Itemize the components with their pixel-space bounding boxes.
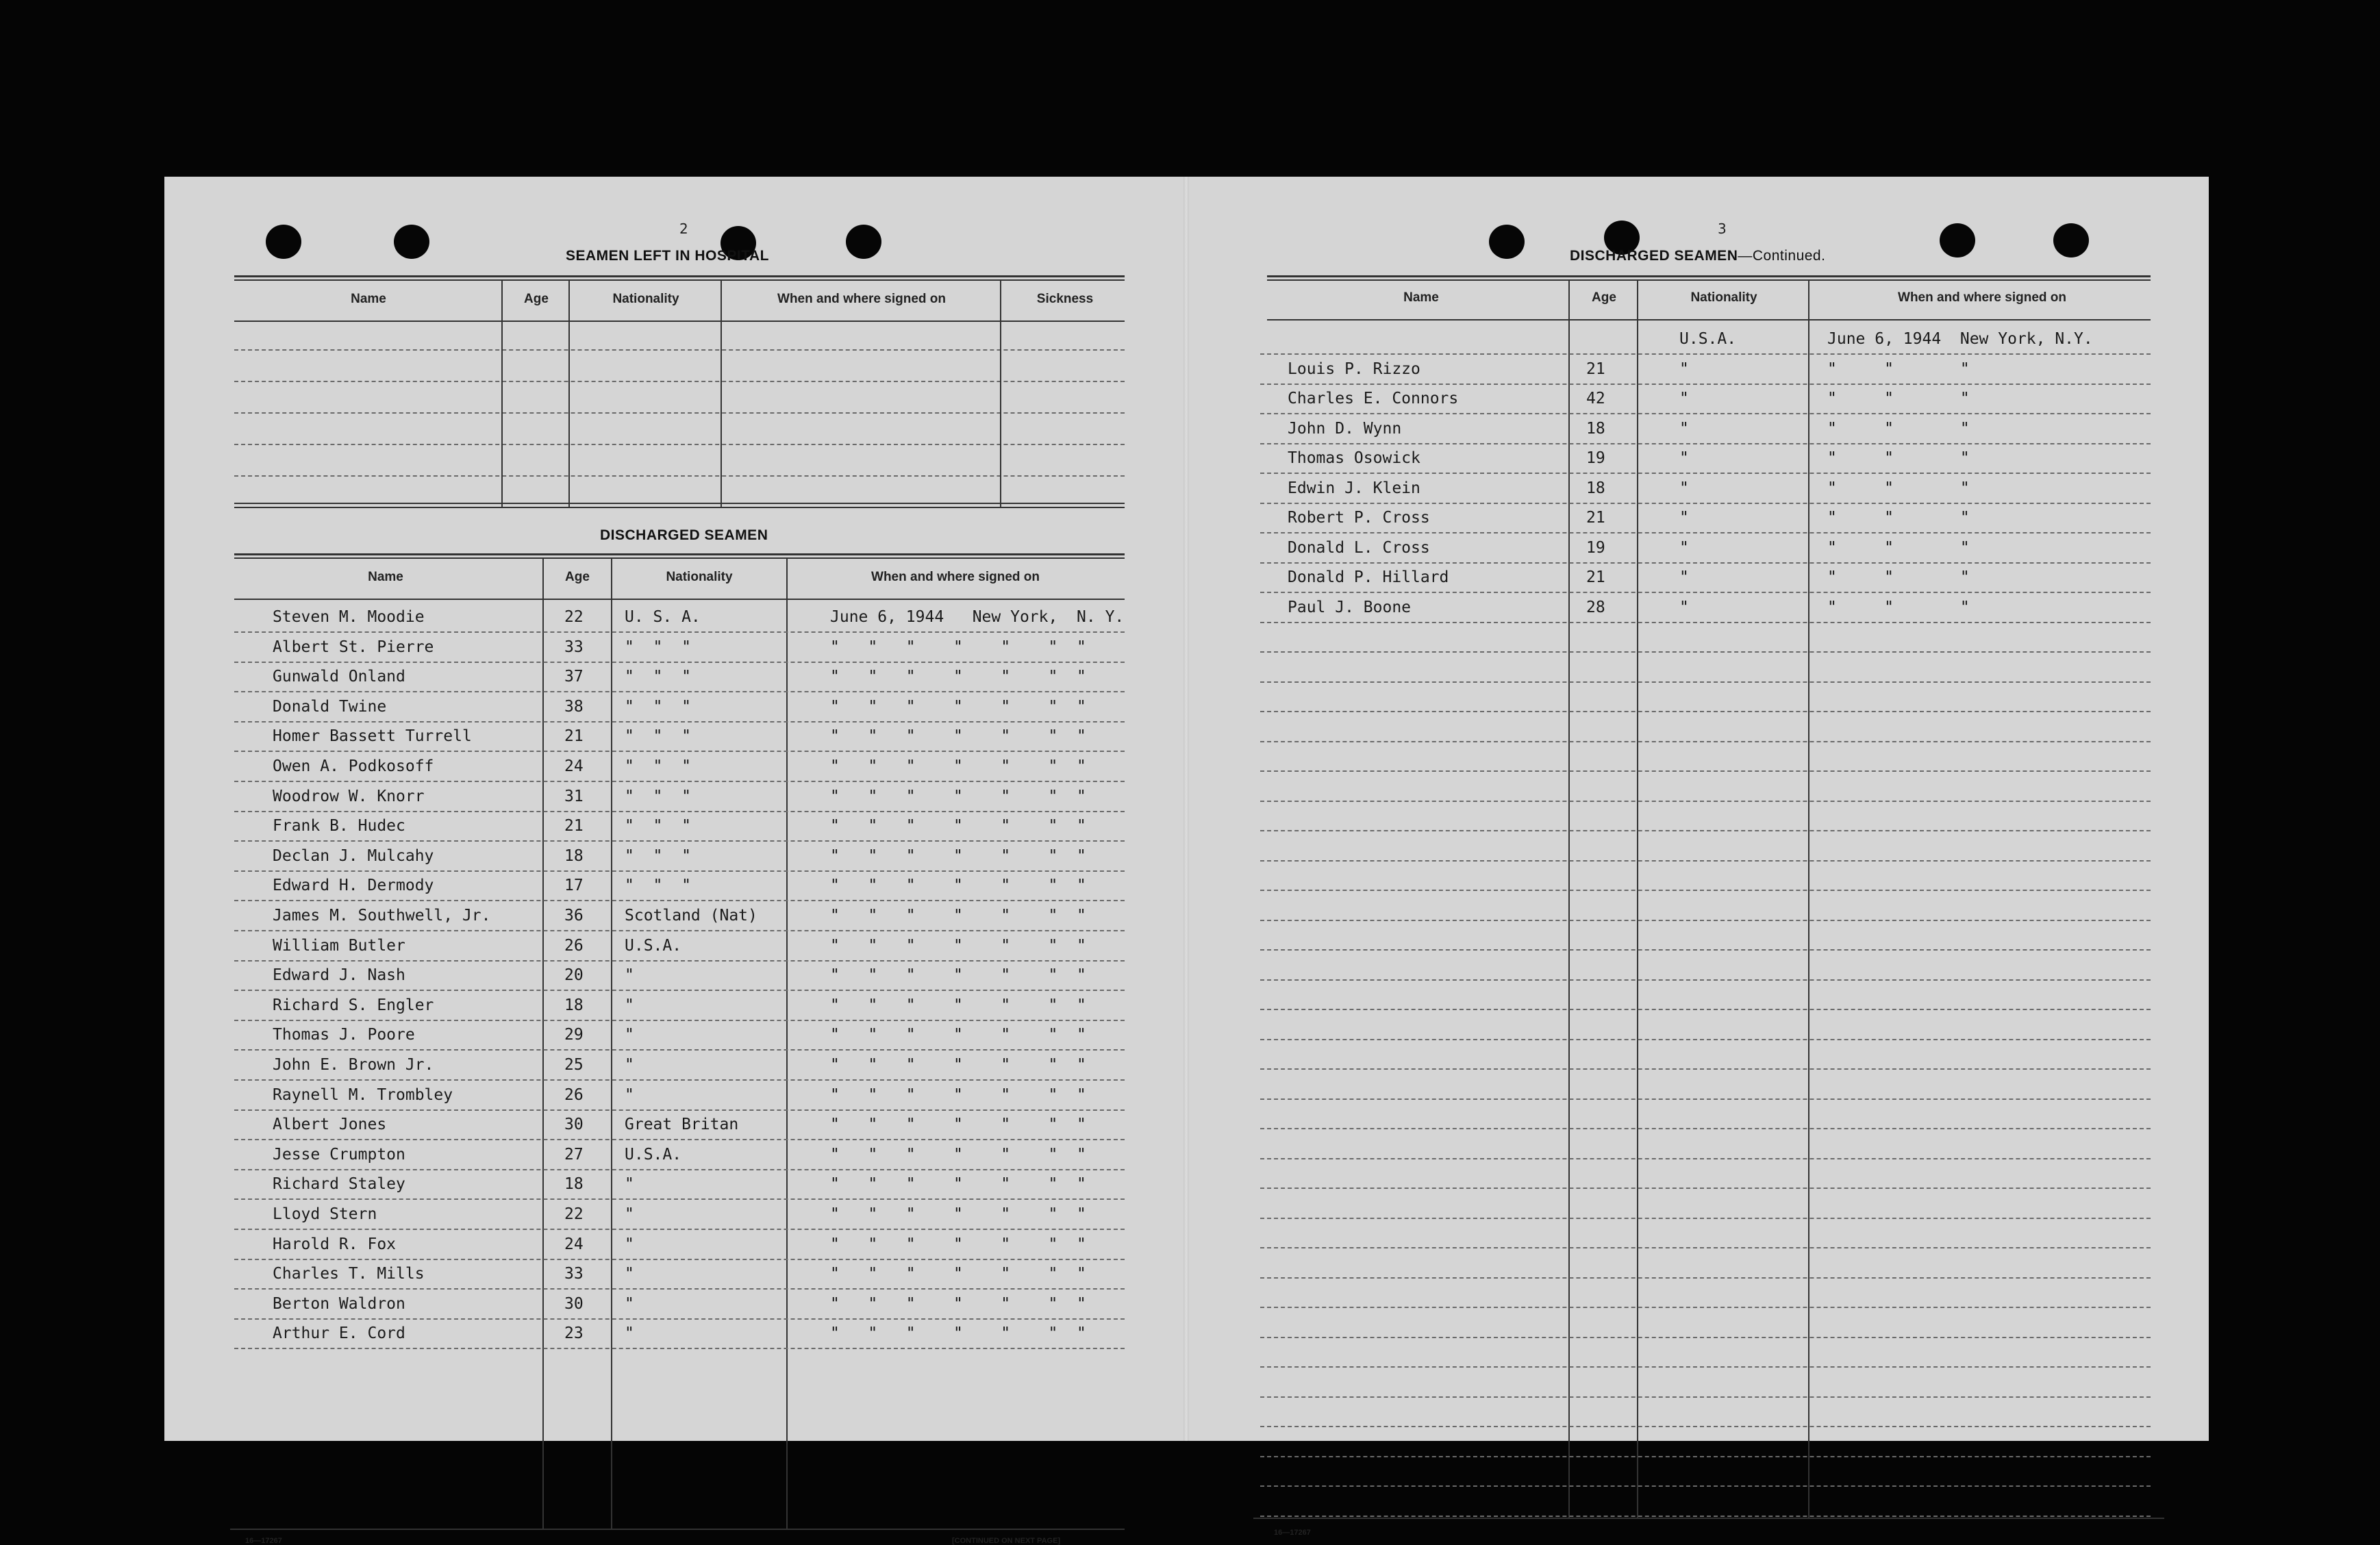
seaman-nationality: Great Britan xyxy=(625,1116,739,1133)
seaman-nationality: " xyxy=(625,1324,634,1342)
seaman-name: Frank B. Hudec xyxy=(273,817,405,835)
hospital-line xyxy=(234,349,1125,351)
seaman-age: 26 xyxy=(564,937,584,955)
seaman-age: 20 xyxy=(564,966,584,984)
seaman-age: 37 xyxy=(564,668,584,686)
seaman-age: 21 xyxy=(564,727,584,745)
seaman-name: Edward J. Nash xyxy=(273,966,405,984)
seaman-nationality: " xyxy=(625,1056,634,1074)
row-line xyxy=(1260,1426,2151,1427)
seaman-nationality: " " " xyxy=(625,788,691,805)
seaman-age: 17 xyxy=(564,877,584,894)
right-section-title-main: DISCHARGED SEAMEN xyxy=(1570,248,1738,264)
seaman-nationality: " xyxy=(625,1086,634,1104)
seaman-age: 18 xyxy=(1586,479,1605,497)
hospital-col-nationality: Nationality xyxy=(612,292,679,306)
row-line xyxy=(234,930,1125,931)
seaman-age: 33 xyxy=(564,1265,584,1283)
row-line xyxy=(1260,1396,2151,1398)
seaman-name: Homer Bassett Turrell xyxy=(273,727,472,745)
row-line xyxy=(234,1288,1125,1290)
seaman-name: Louis P. Rizzo xyxy=(1288,360,1420,378)
seaman-name: Albert St. Pierre xyxy=(273,638,434,656)
left-page-number: 2 xyxy=(679,221,688,237)
row-line xyxy=(1260,562,2151,564)
discharged-top-rule-2 xyxy=(234,557,1125,559)
seaman-age: 28 xyxy=(1586,599,1605,616)
discharged-col-divider xyxy=(786,559,788,1530)
row-line xyxy=(234,1259,1125,1260)
discharged-col-age: Age xyxy=(565,570,590,584)
row-line xyxy=(1260,979,2151,981)
seaman-name: John E. Brown Jr. xyxy=(273,1056,434,1074)
row-line xyxy=(1260,1337,2151,1338)
hospital-col-divider xyxy=(721,281,722,507)
seaman-signed-on: " " " " " " " xyxy=(830,966,1086,984)
seaman-age: 22 xyxy=(564,1205,584,1223)
row-line xyxy=(234,990,1125,991)
seaman-nationality: " xyxy=(1679,599,1689,616)
seaman-age: 26 xyxy=(564,1086,584,1104)
seaman-nationality: " xyxy=(625,1295,634,1313)
right-col-age: Age xyxy=(1592,290,1616,305)
seaman-name: Owen A. Podkosoff xyxy=(273,757,434,775)
row-line xyxy=(1260,1247,2151,1248)
right-col-divider xyxy=(1637,281,1638,1519)
punch-hole xyxy=(2053,223,2089,258)
row-line xyxy=(234,870,1125,872)
seaman-name: Raynell M. Trombley xyxy=(273,1086,453,1104)
seaman-signed-on: " " " xyxy=(1827,390,1970,407)
row-line xyxy=(234,811,1125,812)
seaman-age: 21 xyxy=(564,817,584,835)
row-line xyxy=(1260,651,2151,653)
row-line xyxy=(1260,592,2151,593)
seaman-age: 21 xyxy=(1586,568,1605,586)
punch-hole xyxy=(1940,223,1975,258)
seaman-name: Donald Twine xyxy=(273,698,387,716)
seaman-signed-on: " " " " " " " xyxy=(830,1086,1086,1104)
punch-hole xyxy=(266,225,301,259)
discharged-col-name: Name xyxy=(368,570,403,584)
row-line xyxy=(1260,1039,2151,1040)
hospital-col-divider xyxy=(501,281,503,507)
seaman-name: Arthur E. Cord xyxy=(273,1324,405,1342)
row-line xyxy=(234,1169,1125,1170)
seaman-signed-on: " " " " " " " xyxy=(830,937,1086,955)
row-line xyxy=(1260,741,2151,742)
row-line xyxy=(1260,1188,2151,1189)
seaman-name: Charles E. Connors xyxy=(1288,390,1459,407)
seaman-nationality: " xyxy=(625,1175,634,1193)
seaman-nationality: " " " xyxy=(625,668,691,686)
seaman-nationality: " xyxy=(1679,420,1689,438)
hospital-line xyxy=(234,412,1125,414)
seaman-age: 24 xyxy=(564,1235,584,1253)
row-line xyxy=(1260,711,2151,712)
hospital-top-rule-2 xyxy=(234,279,1125,281)
row-line xyxy=(1260,1277,2151,1279)
seaman-nationality: " xyxy=(625,966,634,984)
row-line xyxy=(234,721,1125,723)
seaman-age: 18 xyxy=(1586,420,1605,438)
seaman-nationality: " " " xyxy=(625,727,691,745)
seaman-signed-on: " " " " " " " xyxy=(830,1026,1086,1044)
seaman-signed-on: " " " " " " " xyxy=(830,1265,1086,1283)
seaman-age: 23 xyxy=(564,1324,584,1342)
punch-hole xyxy=(394,225,429,259)
seaman-age: 18 xyxy=(564,847,584,865)
row-line xyxy=(234,631,1125,633)
left-form-number: 16—17267 xyxy=(245,1537,282,1545)
discharged-top-rule xyxy=(234,553,1125,555)
discharged-col-nationality: Nationality xyxy=(666,570,733,584)
seaman-nationality: U.S.A. xyxy=(625,937,682,955)
right-header-rule xyxy=(1267,319,2151,321)
discharged-header-rule xyxy=(234,599,1125,600)
seaman-signed-on: " " " xyxy=(1827,449,1970,467)
seaman-signed-on: " " " " " " " xyxy=(830,727,1086,745)
seaman-signed-on: " " " xyxy=(1827,479,1970,497)
seaman-name: William Butler xyxy=(273,937,405,955)
row-line xyxy=(1260,1128,2151,1129)
seaman-age: 21 xyxy=(1586,360,1605,378)
row-line xyxy=(234,1348,1125,1349)
row-line xyxy=(234,960,1125,962)
seaman-signed-on: " " " " " " " xyxy=(830,817,1086,835)
row-line xyxy=(1260,1068,2151,1070)
seaman-name: Woodrow W. Knorr xyxy=(273,788,425,805)
hospital-line xyxy=(234,444,1125,445)
hospital-col-divider xyxy=(568,281,570,507)
punch-hole xyxy=(846,225,881,259)
row-line xyxy=(234,1198,1125,1200)
right-col-nationality: Nationality xyxy=(1690,290,1757,305)
seaman-nationality: " " " xyxy=(625,698,691,716)
center-fold xyxy=(1183,177,1189,1441)
seaman-signed-on: " " " " " " " xyxy=(830,1056,1086,1074)
seaman-age: 42 xyxy=(1586,390,1605,407)
row-line xyxy=(1260,443,2151,444)
seaman-signed-on: " " " " " " " xyxy=(830,907,1086,925)
row-line xyxy=(1260,860,2151,862)
hospital-line xyxy=(234,475,1125,477)
seaman-age: 38 xyxy=(564,698,584,716)
seaman-signed-on: " " " " " " " xyxy=(830,1175,1086,1193)
seaman-signed-on: " " " " " " " xyxy=(830,1116,1086,1133)
seaman-signed-on: " " " " " " " xyxy=(830,698,1086,716)
right-top-rule-2 xyxy=(1267,279,2151,281)
seaman-nationality: " xyxy=(1679,479,1689,497)
discharged-section-title: DISCHARGED SEAMEN xyxy=(600,527,768,543)
row-line xyxy=(1260,681,2151,683)
seaman-name: Albert Jones xyxy=(273,1116,387,1133)
seaman-signed-on: " " " " " " " xyxy=(830,668,1086,686)
seaman-signed-on: " " " " " " " xyxy=(830,788,1086,805)
row-line xyxy=(1260,1456,2151,1457)
seaman-name: Robert P. Cross xyxy=(1288,509,1430,527)
right-page-number: 3 xyxy=(1718,221,1727,237)
seaman-age: 18 xyxy=(564,996,584,1014)
hospital-bottom-rule xyxy=(234,503,1125,504)
row-line xyxy=(234,1139,1125,1140)
row-line xyxy=(1260,1009,2151,1010)
seaman-signed-on: " " " xyxy=(1827,360,1970,378)
hospital-col-divider xyxy=(1000,281,1001,507)
discharged-col-signed-on: When and where signed on xyxy=(871,570,1040,584)
seaman-age: 30 xyxy=(564,1295,584,1313)
seaman-nationality: " xyxy=(1679,568,1689,586)
seaman-nationality: U.S.A. xyxy=(625,1146,682,1164)
seaman-name: Harold R. Fox xyxy=(273,1235,397,1253)
row-line xyxy=(1260,1098,2151,1100)
seaman-signed-on: " " " " " " " xyxy=(830,877,1086,894)
right-col-divider xyxy=(1568,281,1570,1519)
seaman-signed-on: " " " xyxy=(1827,539,1970,557)
row-line xyxy=(1260,384,2151,385)
row-line xyxy=(1260,622,2151,623)
seaman-name: Donald P. Hillard xyxy=(1288,568,1449,586)
seaman-signed-on: " " " " " " " xyxy=(830,847,1086,865)
seaman-age: 19 xyxy=(1586,539,1605,557)
seaman-signed-on: " " " xyxy=(1827,509,1970,527)
seaman-signed-on: " " " xyxy=(1827,599,1970,616)
row-line xyxy=(234,840,1125,842)
right-section-title xyxy=(1570,248,1825,264)
hospital-col-sickness: Sickness xyxy=(1036,292,1094,306)
seaman-age: 29 xyxy=(564,1026,584,1044)
hospital-col-name: Name xyxy=(351,292,386,306)
row-line xyxy=(1260,1218,2151,1219)
seaman-signed-on: " " " " " " " xyxy=(830,1324,1086,1342)
discharged-col-divider xyxy=(542,559,544,1530)
seaman-signed-on: " " " xyxy=(1827,420,1970,438)
right-bottom-rule xyxy=(1253,1518,2164,1519)
seaman-signed-on: " " " " " " " xyxy=(830,996,1086,1014)
discharged-col-divider xyxy=(611,559,612,1530)
row-line xyxy=(234,751,1125,752)
hospital-line xyxy=(234,381,1125,382)
seaman-nationality: " " " xyxy=(625,638,691,656)
seaman-name: Declan J. Mulcahy xyxy=(273,847,434,865)
row-line xyxy=(1260,890,2151,891)
row-line xyxy=(1260,1485,2151,1487)
right-col-divider xyxy=(1808,281,1809,1519)
seaman-nationality: " " " xyxy=(625,757,691,775)
seaman-nationality: " xyxy=(625,996,634,1014)
row-line xyxy=(1260,353,2151,355)
seaman-nationality: U. S. A. xyxy=(625,608,701,626)
hospital-top-rule xyxy=(234,275,1125,277)
row-line xyxy=(1260,473,2151,474)
seaman-signed-on: June 6, 1944 New York, N. Y. xyxy=(830,608,1125,626)
seaman-nationality: " " " xyxy=(625,817,691,835)
row-line xyxy=(234,1229,1125,1230)
seaman-age: 19 xyxy=(1586,449,1605,467)
row-line xyxy=(1260,532,2151,533)
seaman-nationality: " xyxy=(1679,390,1689,407)
seaman-name: James M. Southwell, Jr. xyxy=(273,907,491,925)
seaman-nationality: U.S.A. xyxy=(1679,330,1737,348)
seaman-signed-on: " " " " " " " xyxy=(830,1235,1086,1253)
row-line xyxy=(1260,413,2151,414)
seaman-age: 36 xyxy=(564,907,584,925)
seaman-nationality: " xyxy=(1679,509,1689,527)
right-section-title-suffix: —Continued. xyxy=(1738,248,1826,264)
row-line xyxy=(234,1020,1125,1021)
row-line xyxy=(1260,801,2151,802)
right-form-number: 16—17267 xyxy=(1274,1529,1311,1537)
seaman-name: Richard Staley xyxy=(273,1175,405,1193)
seaman-signed-on: " " " " " " " xyxy=(830,1146,1086,1164)
seaman-signed-on: " " " " " " " xyxy=(830,638,1086,656)
hospital-col-signed-on: When and where signed on xyxy=(777,292,946,306)
seaman-name: Jesse Crumpton xyxy=(273,1146,405,1164)
row-line xyxy=(234,662,1125,663)
seaman-age: 24 xyxy=(564,757,584,775)
row-line xyxy=(234,1049,1125,1051)
seaman-nationality: Scotland (Nat) xyxy=(625,907,757,925)
seaman-age: 30 xyxy=(564,1116,584,1133)
discharged-bottom-rule xyxy=(230,1529,1125,1530)
hospital-col-age: Age xyxy=(524,292,549,306)
seaman-name: Berton Waldron xyxy=(273,1295,405,1313)
seaman-nationality: " xyxy=(625,1026,634,1044)
row-line xyxy=(1260,503,2151,504)
right-col-signed-on: When and where signed on xyxy=(1898,290,2066,305)
seaman-nationality: " xyxy=(625,1265,634,1283)
seaman-name: Steven M. Moodie xyxy=(273,608,425,626)
seaman-signed-on: June 6, 1944 New York, N.Y. xyxy=(1827,330,2093,348)
right-top-rule xyxy=(1267,275,2151,277)
seaman-nationality: " " " xyxy=(625,847,691,865)
seaman-name: John D. Wynn xyxy=(1288,420,1402,438)
seaman-name: Edward H. Dermody xyxy=(273,877,434,894)
seaman-signed-on: " " " " " " " xyxy=(830,1205,1086,1223)
seaman-nationality: " xyxy=(1679,360,1689,378)
seaman-age: 25 xyxy=(564,1056,584,1074)
row-line xyxy=(234,781,1125,782)
hospital-bottom-rule-2 xyxy=(234,507,1125,508)
row-line xyxy=(1260,830,2151,831)
right-col-name: Name xyxy=(1403,290,1439,305)
row-line xyxy=(234,900,1125,901)
seaman-name: Gunwald Onland xyxy=(273,668,405,686)
continued-note: [CONTINUED ON NEXT PAGE] xyxy=(952,1537,1061,1545)
seaman-name: Donald L. Cross xyxy=(1288,539,1430,557)
seaman-name: Richard S. Engler xyxy=(273,996,434,1014)
seaman-age: 31 xyxy=(564,788,584,805)
hospital-section-title: SEAMEN LEFT IN HOSPITAL xyxy=(566,248,769,264)
seaman-name: Lloyd Stern xyxy=(273,1205,377,1223)
document-sheet xyxy=(164,177,2209,1545)
seaman-age: 21 xyxy=(1586,509,1605,527)
seaman-age: 27 xyxy=(564,1146,584,1164)
seaman-nationality: " xyxy=(1679,449,1689,467)
seaman-nationality: " xyxy=(625,1235,634,1253)
seaman-signed-on: " " " xyxy=(1827,568,1970,586)
hospital-header-rule xyxy=(234,321,1125,322)
seaman-signed-on: " " " " " " " xyxy=(830,1295,1086,1313)
seaman-nationality: " " " xyxy=(625,877,691,894)
row-line xyxy=(1260,1307,2151,1308)
row-line xyxy=(234,1109,1125,1111)
row-line xyxy=(234,1318,1125,1320)
seaman-signed-on: " " " " " " " xyxy=(830,757,1086,775)
punch-hole xyxy=(1489,225,1525,259)
row-line xyxy=(234,691,1125,692)
seaman-nationality: " xyxy=(1679,539,1689,557)
seaman-age: 22 xyxy=(564,608,584,626)
row-line xyxy=(1260,949,2151,951)
row-line xyxy=(1260,920,2151,921)
row-line xyxy=(1260,1516,2151,1517)
seaman-name: Charles T. Mills xyxy=(273,1265,425,1283)
seaman-name: Thomas Osowick xyxy=(1288,449,1420,467)
row-line xyxy=(1260,1366,2151,1368)
seaman-age: 18 xyxy=(564,1175,584,1193)
seaman-name: Paul J. Boone xyxy=(1288,599,1412,616)
row-line xyxy=(234,1079,1125,1081)
seaman-age: 33 xyxy=(564,638,584,656)
row-line xyxy=(1260,770,2151,772)
row-line xyxy=(1260,1158,2151,1159)
seaman-nationality: " xyxy=(625,1205,634,1223)
seaman-name: Thomas J. Poore xyxy=(273,1026,415,1044)
seaman-name: Edwin J. Klein xyxy=(1288,479,1420,497)
